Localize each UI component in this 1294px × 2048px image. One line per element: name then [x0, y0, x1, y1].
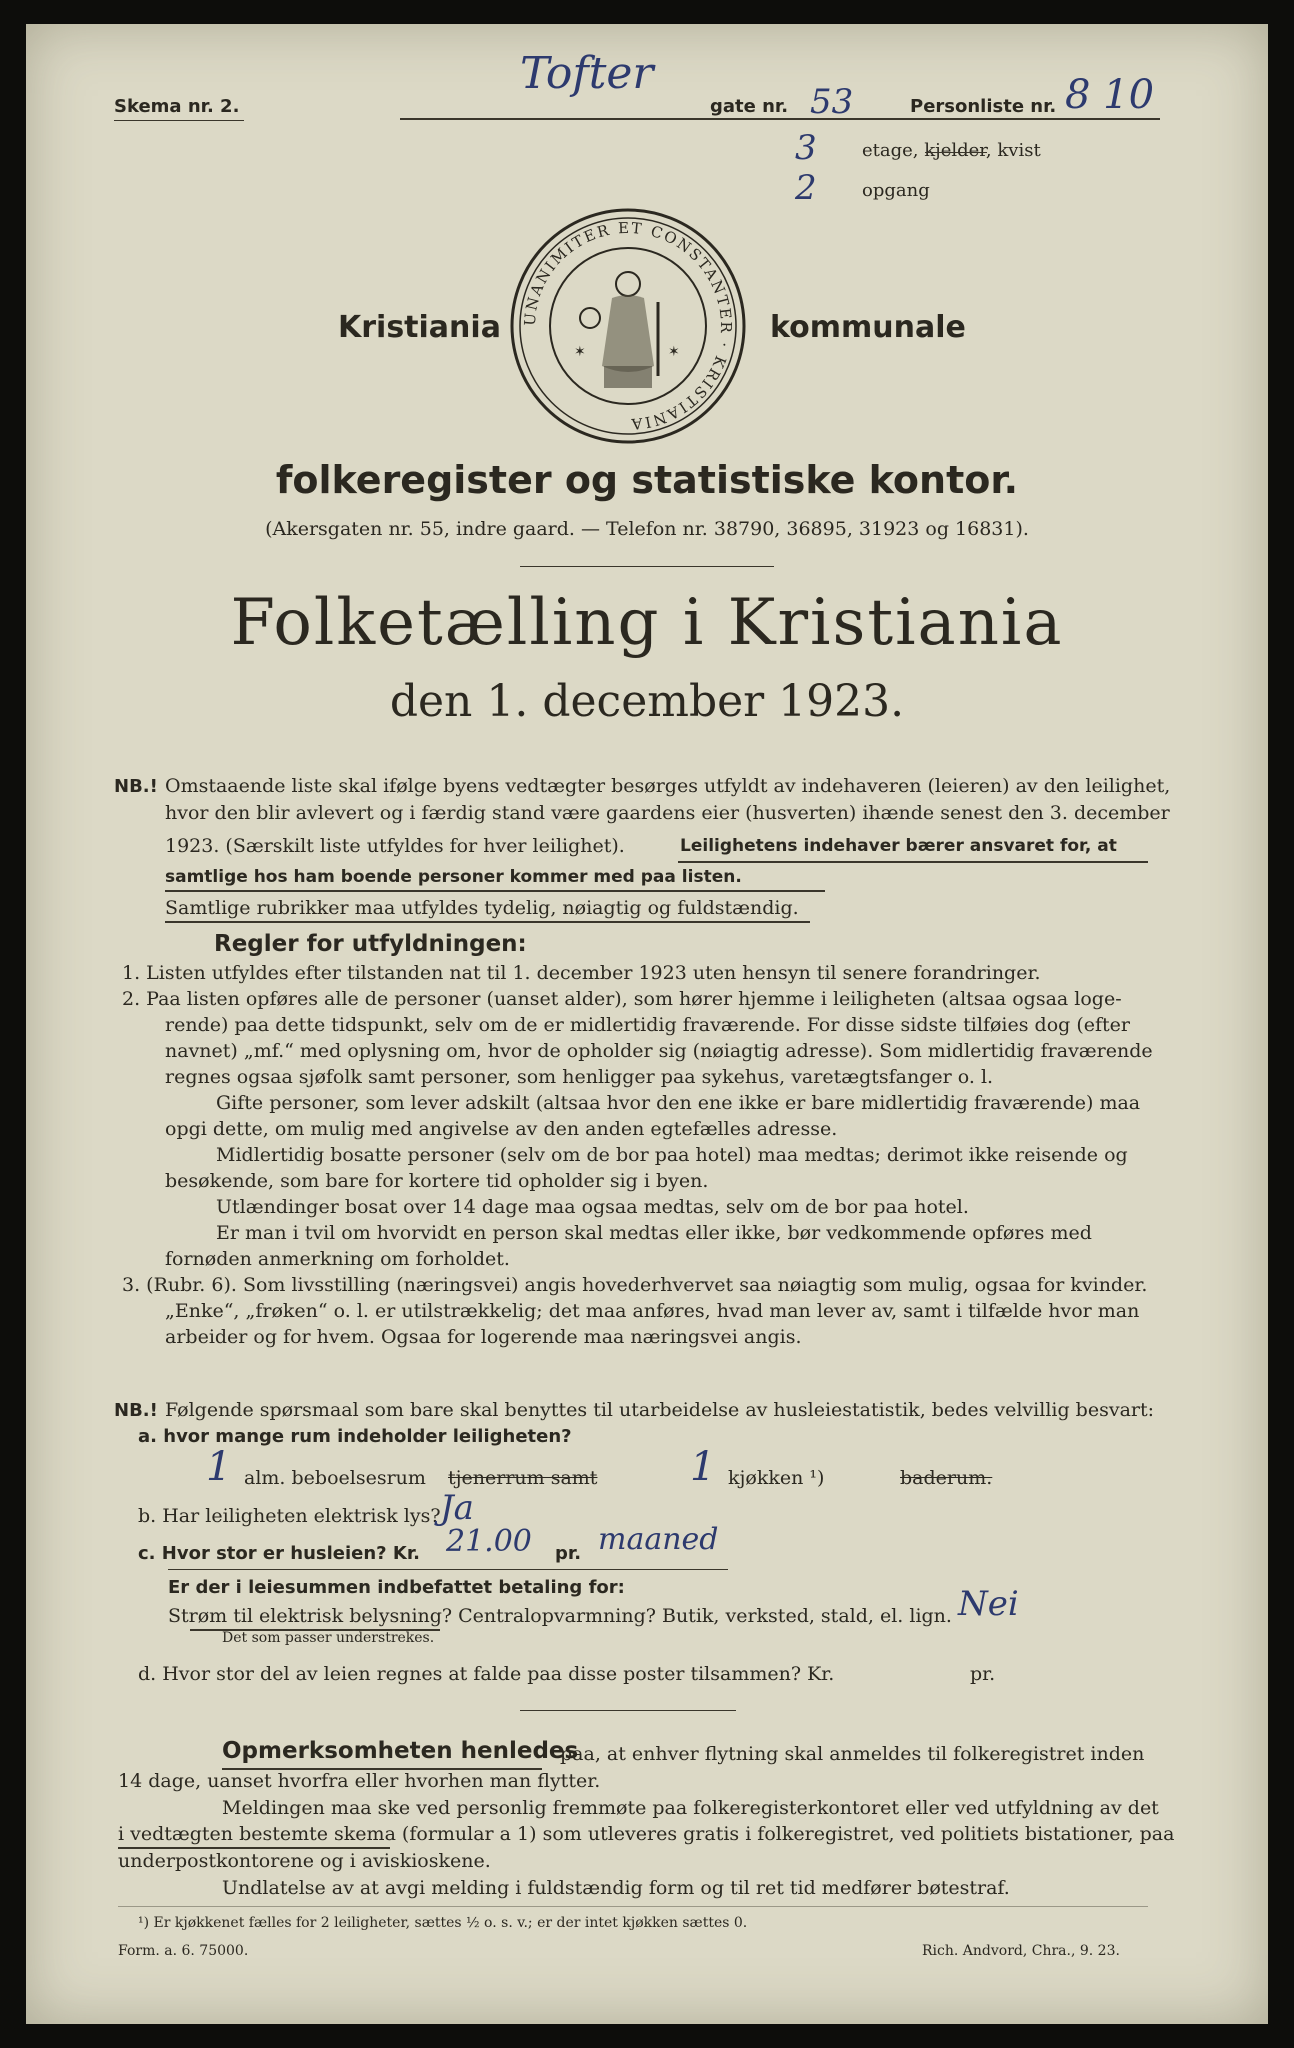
rule-line: opgi dette, om mulig med angivelse av den anden egtefælles adresse. — [165, 1118, 838, 1140]
rule-line: besøkende, som bare for kortere tid opholder sig i byen. — [165, 1170, 709, 1192]
rule-line: 1. Listen utfyldes efter tilstanden nat til 1. december 1923 uten hensyn til senere forandringer. — [122, 962, 1041, 984]
etage-handwritten: 3 — [795, 128, 817, 168]
attention-line-1: paa, at enhver flytning skal anmeldes til folkeregistret inden — [560, 1743, 1145, 1765]
opgang-handwritten: 2 — [795, 168, 817, 208]
nb1-responsibility: Leilighetens indehaver bærer ansvaret for, at — [680, 836, 1117, 856]
rule-line: „Enke“, „frøken“ o. l. er utilstrækkelig; det maa anføres, hvad man lever av, samt i tilfælde hvor man — [165, 1300, 1140, 1322]
rule-line: 2. Paa listen opføres alle de personer (uanset alder), som hører hjemme i leiligheten (altsaa ogsaa loge- — [122, 988, 1122, 1010]
rule-line: arbeider og for hvem. Ogsaa for logerende maa næringsvei angis. — [165, 1326, 802, 1348]
kitchen-label: kjøkken ¹) — [728, 1467, 825, 1489]
footnote: ¹) Er kjøkkenet fælles for 2 leiligheter, sættes ½ o. s. v.; er der intet kjøkken sættes 0. — [138, 1915, 748, 1931]
rooms-label: alm. beboelsesrum — [244, 1467, 426, 1489]
nb1-line-1: Omstaaende liste skal ifølge byens vedtægter besørges utfyldt av indehaveren (leieren) av den leilighet, — [165, 775, 1171, 797]
nb1-label: NB.! — [114, 776, 158, 797]
included-question: Er der i leiesummen indbefattet betaling for: — [168, 1577, 625, 1598]
svg-text:✶: ✶ — [668, 344, 680, 360]
rules-heading: Regler for utfyldningen: — [214, 931, 527, 957]
personliste-label: Personliste nr. — [910, 96, 1057, 117]
rule-line: Utlændinger bosat over 14 dage maa ogsaa medtas, selv om de bor paa hotel. — [216, 1196, 969, 1218]
attention-line-3: Meldingen maa ske ved personlig fremmøte paa folkeregisterkontoret eller ved utfyldning av det — [222, 1797, 1159, 1819]
svg-text:✶: ✶ — [574, 344, 586, 360]
rule-line: fornøden anmerkning om forholdet. — [165, 1248, 510, 1270]
rule-line: navnet) „mf.“ med oplysning om, hvor de opholder sig (nøiagtig adresse). Som midlertidig fraværende — [165, 1040, 1153, 1062]
question-d: d. Hvor stor del av leien regnes at falde paa disse poster tilsammen? Kr. — [138, 1663, 835, 1685]
main-subtitle-date: den 1. december 1923. — [389, 676, 905, 727]
question-d-per: pr. — [970, 1663, 996, 1685]
rooms-handwritten: 1 — [206, 1444, 232, 1490]
form-number: Form. a. 6. 75000. — [118, 1943, 249, 1959]
rule-line: Gifte personer, som lever adskilt (altsaa hvor den ene ikke er bare midlertidig fraværende) maa — [216, 1092, 1141, 1114]
etage-label: etage, kjelder, kvist — [862, 140, 1041, 161]
electric-light-handwritten: Ja — [440, 1488, 474, 1528]
attention-line-2: 14 dage, uanset hvorfra eller hvorhen man flytter. — [118, 1770, 601, 1792]
kommunale-label: kommunale — [770, 310, 966, 345]
rule-line: rende) paa dette tidspunkt, selv om de er midlertidig fraværende. For disse sidste tilføies dog (efter — [165, 1014, 1130, 1036]
seal-ring-text: UNANIMITER ET CONSTANTER · KRISTIANIA — [520, 218, 736, 434]
rule-line: regnes ogsaa sjøfolk samt personer, som henligger paa sykehus, varetægtsfanger o. l. — [165, 1066, 994, 1088]
nb2-label: NB.! — [114, 1400, 158, 1421]
opgang-label: opgang — [862, 180, 930, 201]
rule-line: 3. (Rubr. 6). Som livsstilling (næringsvei) angis hovederhvervet saa nøiagtig som mulig, ogsaa for kvinder. — [122, 1274, 1148, 1296]
question-a: a. hvor mange rum indeholder leiligheten? — [138, 1426, 572, 1447]
attention-line-6: Undlatelse av at avgi melding i fuldstændig form og til ret tid medfører bøtestraf. — [222, 1877, 1010, 1899]
office-title: folkeregister og statistiske kontor. — [275, 458, 1019, 502]
main-title: Folketælling i Kristiania — [230, 586, 1064, 660]
attention-line-5: underpostkontorene og i aviskioskene. — [118, 1850, 491, 1872]
street-handwritten: Tofter — [520, 48, 654, 99]
nb2-intro: Følgende spørsmaal som bare skal benyttes til utarbeidelse av husleiestatistik, bedes velvillig besvart: — [165, 1399, 1155, 1421]
nb1-line-5: Samtlige rubrikker maa utfyldes tydelig, nøiagtig og fuldstændig. — [165, 897, 799, 919]
question-c: c. Hvor stor er husleien? Kr. — [138, 1543, 420, 1564]
rule-line: Er man i tvil om hvorvidt en person skal medtas eller ikke, bør vedkommende opføres med — [216, 1222, 1092, 1244]
gate-label: gate nr. — [710, 96, 789, 117]
office-address: (Akersgaten nr. 55, indre gaard. — Telefon nr. 38790, 36895, 31923 og 16831). — [265, 518, 1029, 540]
included-items: Strøm til elektrisk belysning? Centralopvarmning? Butik, verksted, stald, el. lign. — [168, 1605, 952, 1627]
skema-label: Skema nr. 2. — [114, 96, 240, 117]
nb1-line-3: 1923. (Særskilt liste utfyldes for hver leilighet). — [165, 835, 625, 857]
printer-credit: Rich. Andvord, Chra., 9. 23. — [922, 1943, 1120, 1959]
nb1-line-2: hvor den blir avlevert og i færdig stand være gaardens eier (husverten) ihænde senest den 3. december — [165, 802, 1170, 824]
tjenerrum-struck: tjenerrum samt — [448, 1467, 598, 1489]
personliste-handwritten: 8 10 — [1065, 72, 1155, 118]
kristiania-label: Kristiania — [338, 310, 501, 345]
rent-amount-handwritten: 21.00 — [446, 1524, 532, 1559]
city-seal-icon — [508, 206, 748, 446]
included-answer-handwritten: Nei — [958, 1584, 1019, 1624]
rent-per-label: pr. — [555, 1543, 582, 1564]
attention-heading: Opmerksomheten henledes — [222, 1738, 579, 1764]
nb1-line-4: samtlige hos ham boende personer kommer med paa listen. — [165, 867, 742, 887]
rule-line: Midlertidig bosatte personer (selv om de bor paa hotel) maa medtas; derimot ikke reisende og — [216, 1144, 1128, 1166]
underline-note: Det som passer understrekes. — [222, 1630, 435, 1646]
rent-period-handwritten: maaned — [598, 1522, 719, 1557]
question-b: b. Har leiligheten elektrisk lys? — [138, 1505, 441, 1527]
baderum-struck: baderum. — [900, 1467, 993, 1489]
gate-number-handwritten: 53 — [810, 82, 854, 122]
attention-line-4: i vedtægten bestemte skema (formular a 1) som utleveres gratis i folkeregistret, ved politiets bistationer, paa — [118, 1823, 1175, 1845]
kitchen-handwritten: 1 — [690, 1444, 716, 1490]
